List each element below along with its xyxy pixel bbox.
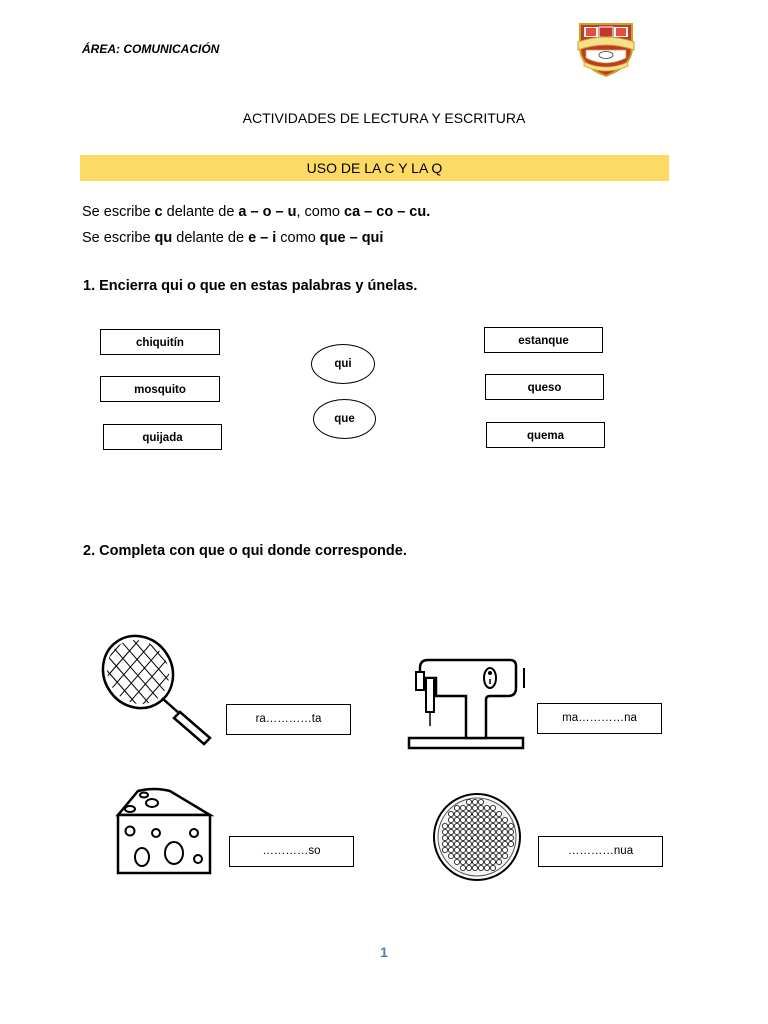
rule-text: delante de	[172, 230, 249, 246]
quinoa-grain	[478, 823, 483, 828]
quinoa-grain	[502, 853, 507, 858]
quinoa-grain	[460, 859, 465, 864]
document-title: ACTIVIDADES DE LECTURA Y ESCRITURA	[242, 110, 526, 126]
rule-text: Se escribe	[82, 204, 155, 220]
quinoa-grain	[508, 835, 513, 840]
quinoa-grain	[454, 817, 459, 822]
quinoa-grain	[478, 865, 483, 870]
quinoa-grain	[466, 835, 471, 840]
quinoa-grain	[478, 805, 483, 810]
quinoa-grain	[502, 823, 507, 828]
quinoa-grain	[454, 829, 459, 834]
quinoa-grain	[472, 847, 477, 852]
quinoa-grain	[442, 841, 447, 846]
rule-text: como	[276, 230, 320, 246]
quinoa-grain	[478, 841, 483, 846]
quinoa-grain	[448, 817, 453, 822]
quinoa-grain	[460, 805, 465, 810]
quinoa-grain	[448, 811, 453, 816]
quinoa-grain	[484, 847, 489, 852]
quinoa-grain	[490, 817, 495, 822]
quinoa-grain	[478, 799, 483, 804]
topic-banner: USO DE LA C Y LA Q	[80, 155, 669, 181]
quinoa-grain	[484, 853, 489, 858]
quinoa-grain	[490, 823, 495, 828]
quinoa-grain	[454, 805, 459, 810]
quinoa-grain	[442, 835, 447, 840]
quinoa-grain	[502, 829, 507, 834]
rule-emphasis: que – qui	[319, 230, 384, 246]
quinoa-grain	[454, 835, 459, 840]
quinoa-grain	[460, 853, 465, 858]
quinoa-grain	[460, 823, 465, 828]
quinoa-grain	[442, 847, 447, 852]
quinoa-grain	[490, 805, 495, 810]
quinoa-grain	[502, 841, 507, 846]
quinoa-grain	[484, 805, 489, 810]
quinoa-grain	[454, 823, 459, 828]
quinoa-grain	[496, 847, 501, 852]
cheese-icon	[104, 785, 214, 877]
quinoa-grain	[472, 829, 477, 834]
word-box-queso[interactable]: queso	[485, 374, 604, 400]
quinoa-bowl-icon	[432, 792, 522, 882]
sewing-machine-icon	[406, 656, 526, 750]
word-box-quijada[interactable]: quijada	[103, 424, 222, 450]
quinoa-grain	[466, 865, 471, 870]
quinoa-grain	[466, 853, 471, 858]
quinoa-grain	[484, 817, 489, 822]
quinoa-grain	[496, 835, 501, 840]
quinoa-grain	[472, 805, 477, 810]
quinoa-grain	[448, 841, 453, 846]
quinoa-grain	[466, 829, 471, 834]
rule-text: Se escribe	[82, 230, 155, 246]
word-box-chiquitin[interactable]: chiquitín	[100, 329, 220, 355]
oval-que[interactable]: que	[313, 399, 376, 439]
quinoa-grain	[466, 799, 471, 804]
quinoa-grain	[472, 811, 477, 816]
quinoa-grain	[496, 823, 501, 828]
quinoa-grain	[496, 841, 501, 846]
rule-text: , como	[296, 204, 344, 220]
quinoa-grain	[454, 859, 459, 864]
quinoa-grain	[508, 841, 513, 846]
word-box-mosquito[interactable]: mosquito	[100, 376, 220, 402]
quinoa-grain	[454, 847, 459, 852]
quinoa-grain	[460, 865, 465, 870]
quinoa-grain	[472, 817, 477, 822]
quinoa-grain	[496, 829, 501, 834]
quinoa-grain	[448, 823, 453, 828]
quinoa-grain	[472, 799, 477, 804]
quinoa-grain	[484, 859, 489, 864]
quinoa-grain	[466, 847, 471, 852]
quinoa-grain	[496, 853, 501, 858]
rule-line	[82, 204, 430, 220]
rule-emphasis: e – i	[248, 230, 277, 246]
quinoa-grain	[448, 853, 453, 858]
quinoa-grain	[496, 811, 501, 816]
rule-emphasis: ca – co – cu.	[344, 204, 431, 220]
quinoa-grain	[508, 829, 513, 834]
quinoa-grain	[484, 865, 489, 870]
quinoa-grain	[490, 835, 495, 840]
quinoa-grain	[490, 859, 495, 864]
blank-quinua[interactable]: …………nua	[538, 836, 663, 867]
quinoa-grain	[490, 841, 495, 846]
quinoa-grain	[472, 835, 477, 840]
oval-qui[interactable]: qui	[311, 344, 375, 384]
quinoa-grain	[442, 823, 447, 828]
quinoa-grain	[460, 847, 465, 852]
word-box-estanque[interactable]: estanque	[484, 327, 603, 353]
quinoa-grain	[472, 865, 477, 870]
quinoa-grain	[442, 829, 447, 834]
blank-raqueta[interactable]: ra…………ta	[226, 704, 351, 735]
page-number: 1	[380, 944, 388, 960]
rule-emphasis: qu	[154, 230, 173, 246]
quinoa-grain	[454, 853, 459, 858]
quinoa-grain	[460, 817, 465, 822]
quinoa-grain	[466, 823, 471, 828]
quinoa-grain	[472, 859, 477, 864]
exercise-1-title: 1. Encierra qui o que en estas palabras y únelas.	[83, 278, 418, 294]
area-label: ÁREA: COMUNICACIÓN	[82, 42, 220, 56]
rule-text: delante de	[162, 204, 239, 220]
quinoa-grain	[472, 823, 477, 828]
quinoa-grain	[508, 823, 513, 828]
quinoa-grain	[484, 835, 489, 840]
quinoa-grain	[484, 829, 489, 834]
quinoa-grain	[478, 835, 483, 840]
quinoa-grain	[454, 811, 459, 816]
quinoa-grain	[466, 841, 471, 846]
quinoa-grain	[502, 835, 507, 840]
quinoa-grain	[490, 829, 495, 834]
quinoa-grain	[472, 841, 477, 846]
rule-line	[82, 230, 383, 246]
quinoa-grain	[490, 853, 495, 858]
quinoa-grain	[490, 865, 495, 870]
rule-emphasis: a – o – u	[238, 204, 297, 220]
quinoa-grain	[496, 859, 501, 864]
quinoa-grain	[460, 829, 465, 834]
quinoa-grain	[466, 811, 471, 816]
quinoa-grain	[490, 847, 495, 852]
quinoa-grain	[496, 817, 501, 822]
quinoa-grain	[448, 829, 453, 834]
quinoa-grain	[478, 859, 483, 864]
quinoa-grain	[448, 835, 453, 840]
quinoa-grain	[478, 811, 483, 816]
quinoa-grain	[484, 811, 489, 816]
word-box-quema[interactable]: quema	[486, 422, 605, 448]
quinoa-grain	[472, 853, 477, 858]
quinoa-grain	[478, 853, 483, 858]
quinoa-grain	[478, 829, 483, 834]
quinoa-grain	[484, 841, 489, 846]
quinoa-grain	[454, 841, 459, 846]
tennis-racket-icon	[100, 636, 220, 746]
quinoa-grain	[448, 847, 453, 852]
quinoa-grain	[460, 841, 465, 846]
quinoa-grain	[460, 835, 465, 840]
quinoa-grain	[466, 805, 471, 810]
rule-emphasis: c	[154, 204, 163, 220]
quinoa-grain	[490, 811, 495, 816]
quinoa-grain	[466, 817, 471, 822]
school-crest-logo	[574, 18, 638, 78]
blank-maquina[interactable]: ma…………na	[537, 703, 662, 734]
exercise-2-title: 2. Completa con que o qui donde corresponde.	[83, 543, 407, 559]
quinoa-grain	[466, 859, 471, 864]
quinoa-grain	[484, 823, 489, 828]
quinoa-grain	[478, 847, 483, 852]
quinoa-grain	[478, 817, 483, 822]
blank-queso[interactable]: …………so	[229, 836, 354, 867]
quinoa-grain	[502, 847, 507, 852]
quinoa-grain	[502, 817, 507, 822]
quinoa-grain	[460, 811, 465, 816]
